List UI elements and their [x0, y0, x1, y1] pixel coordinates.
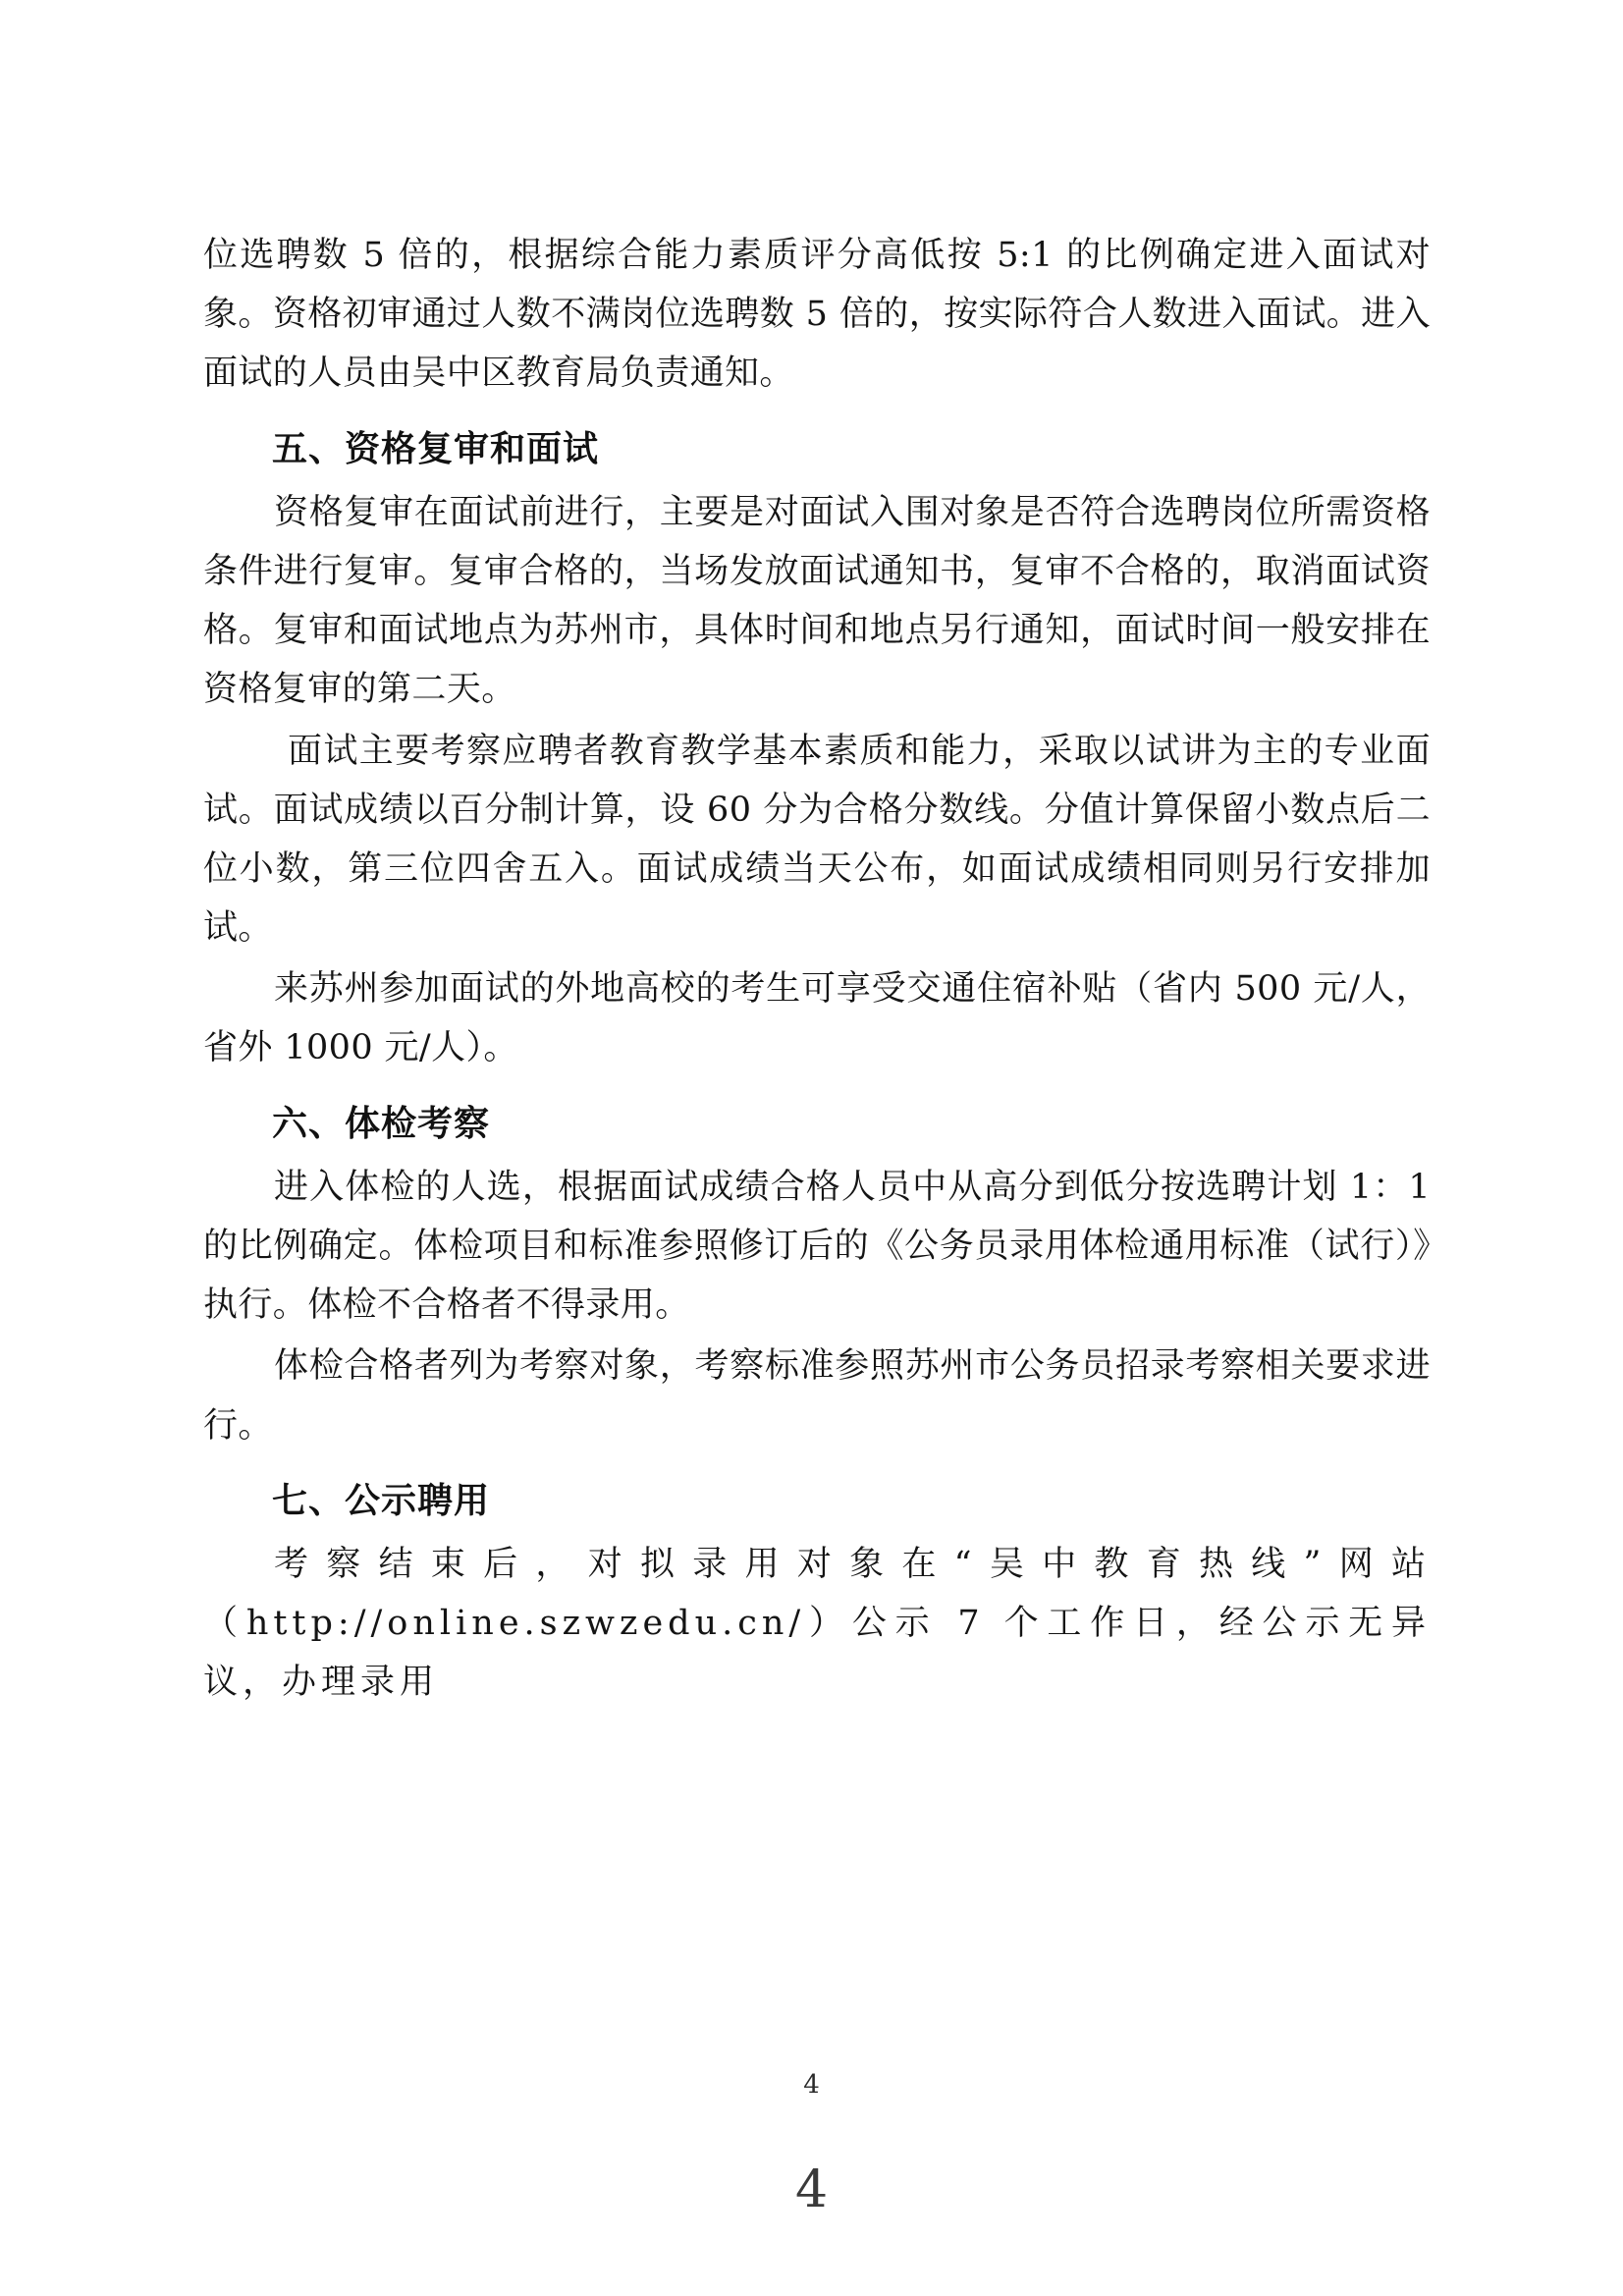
- page-number-footer: 4: [803, 2070, 820, 2100]
- page-number-large: 4: [794, 2160, 829, 2219]
- paragraph-qualification-review: 资格复审在面试前进行，主要是对面试入围对象是否符合选聘岗位所需资格条件进行复审。复审合格的，当场发放面试通知书，复审不合格的，取消面试资格。复审和面试地点为苏州市，具体时间和地点另行通知，面试时间一般安排在资格复审的第二天。: [203, 492, 1431, 710]
- heading-section-seven: 七、公示聘用: [272, 1480, 491, 1521]
- paragraph-interview-scoring: 面试主要考察应聘者教育教学基本素质和能力，采取以试讲为主的专业面试。面试成绩以百分制计算，设 60 分为合格分数线。分值计算保留小数点后二位小数，第三位四舍五入。面试成绩当天公布，如面试成绩相同则另行安排加试。: [203, 731, 1431, 949]
- paragraph-physical-exam: 进入体检的人选，根据面试成绩合格人员中从高分到低分按选聘计划 1：1 的比例确定。体检项目和标准参照修订后的《公务员录用体检通用标准（试行）》执行。体检不合格者不得录用。: [203, 1167, 1431, 1326]
- paragraph-public-announcement: 考察结束后，对拟录用对象在“吴中教育热线”网站（http://online.szwzedu.cn/）公示 7 个工作日，经公示无异议，办理录用: [203, 1544, 1431, 1703]
- paragraph-investigation: 体检合格者列为考察对象，考察标准参照苏州市公务员招录考察相关要求进行。: [203, 1346, 1431, 1446]
- paragraph-continuation: 位选聘数 5 倍的，根据综合能力素质评分高低按 5:1 的比例确定进入面试对象。资格初审通过人数不满岗位选聘数 5 倍的，按实际符合人数进入面试。进入面试的人员由吴中区教育局负责通知。: [203, 236, 1431, 394]
- heading-section-six: 六、体检考察: [272, 1103, 491, 1144]
- document-body: [203, 226, 1431, 1715]
- paragraph-travel-subsidy: 来苏州参加面试的外地高校的考生可享受交通住宿补贴（省内 500 元/人，省外 1000 元/人）。: [203, 969, 1431, 1068]
- heading-section-five: 五、资格复审和面试: [272, 428, 600, 469]
